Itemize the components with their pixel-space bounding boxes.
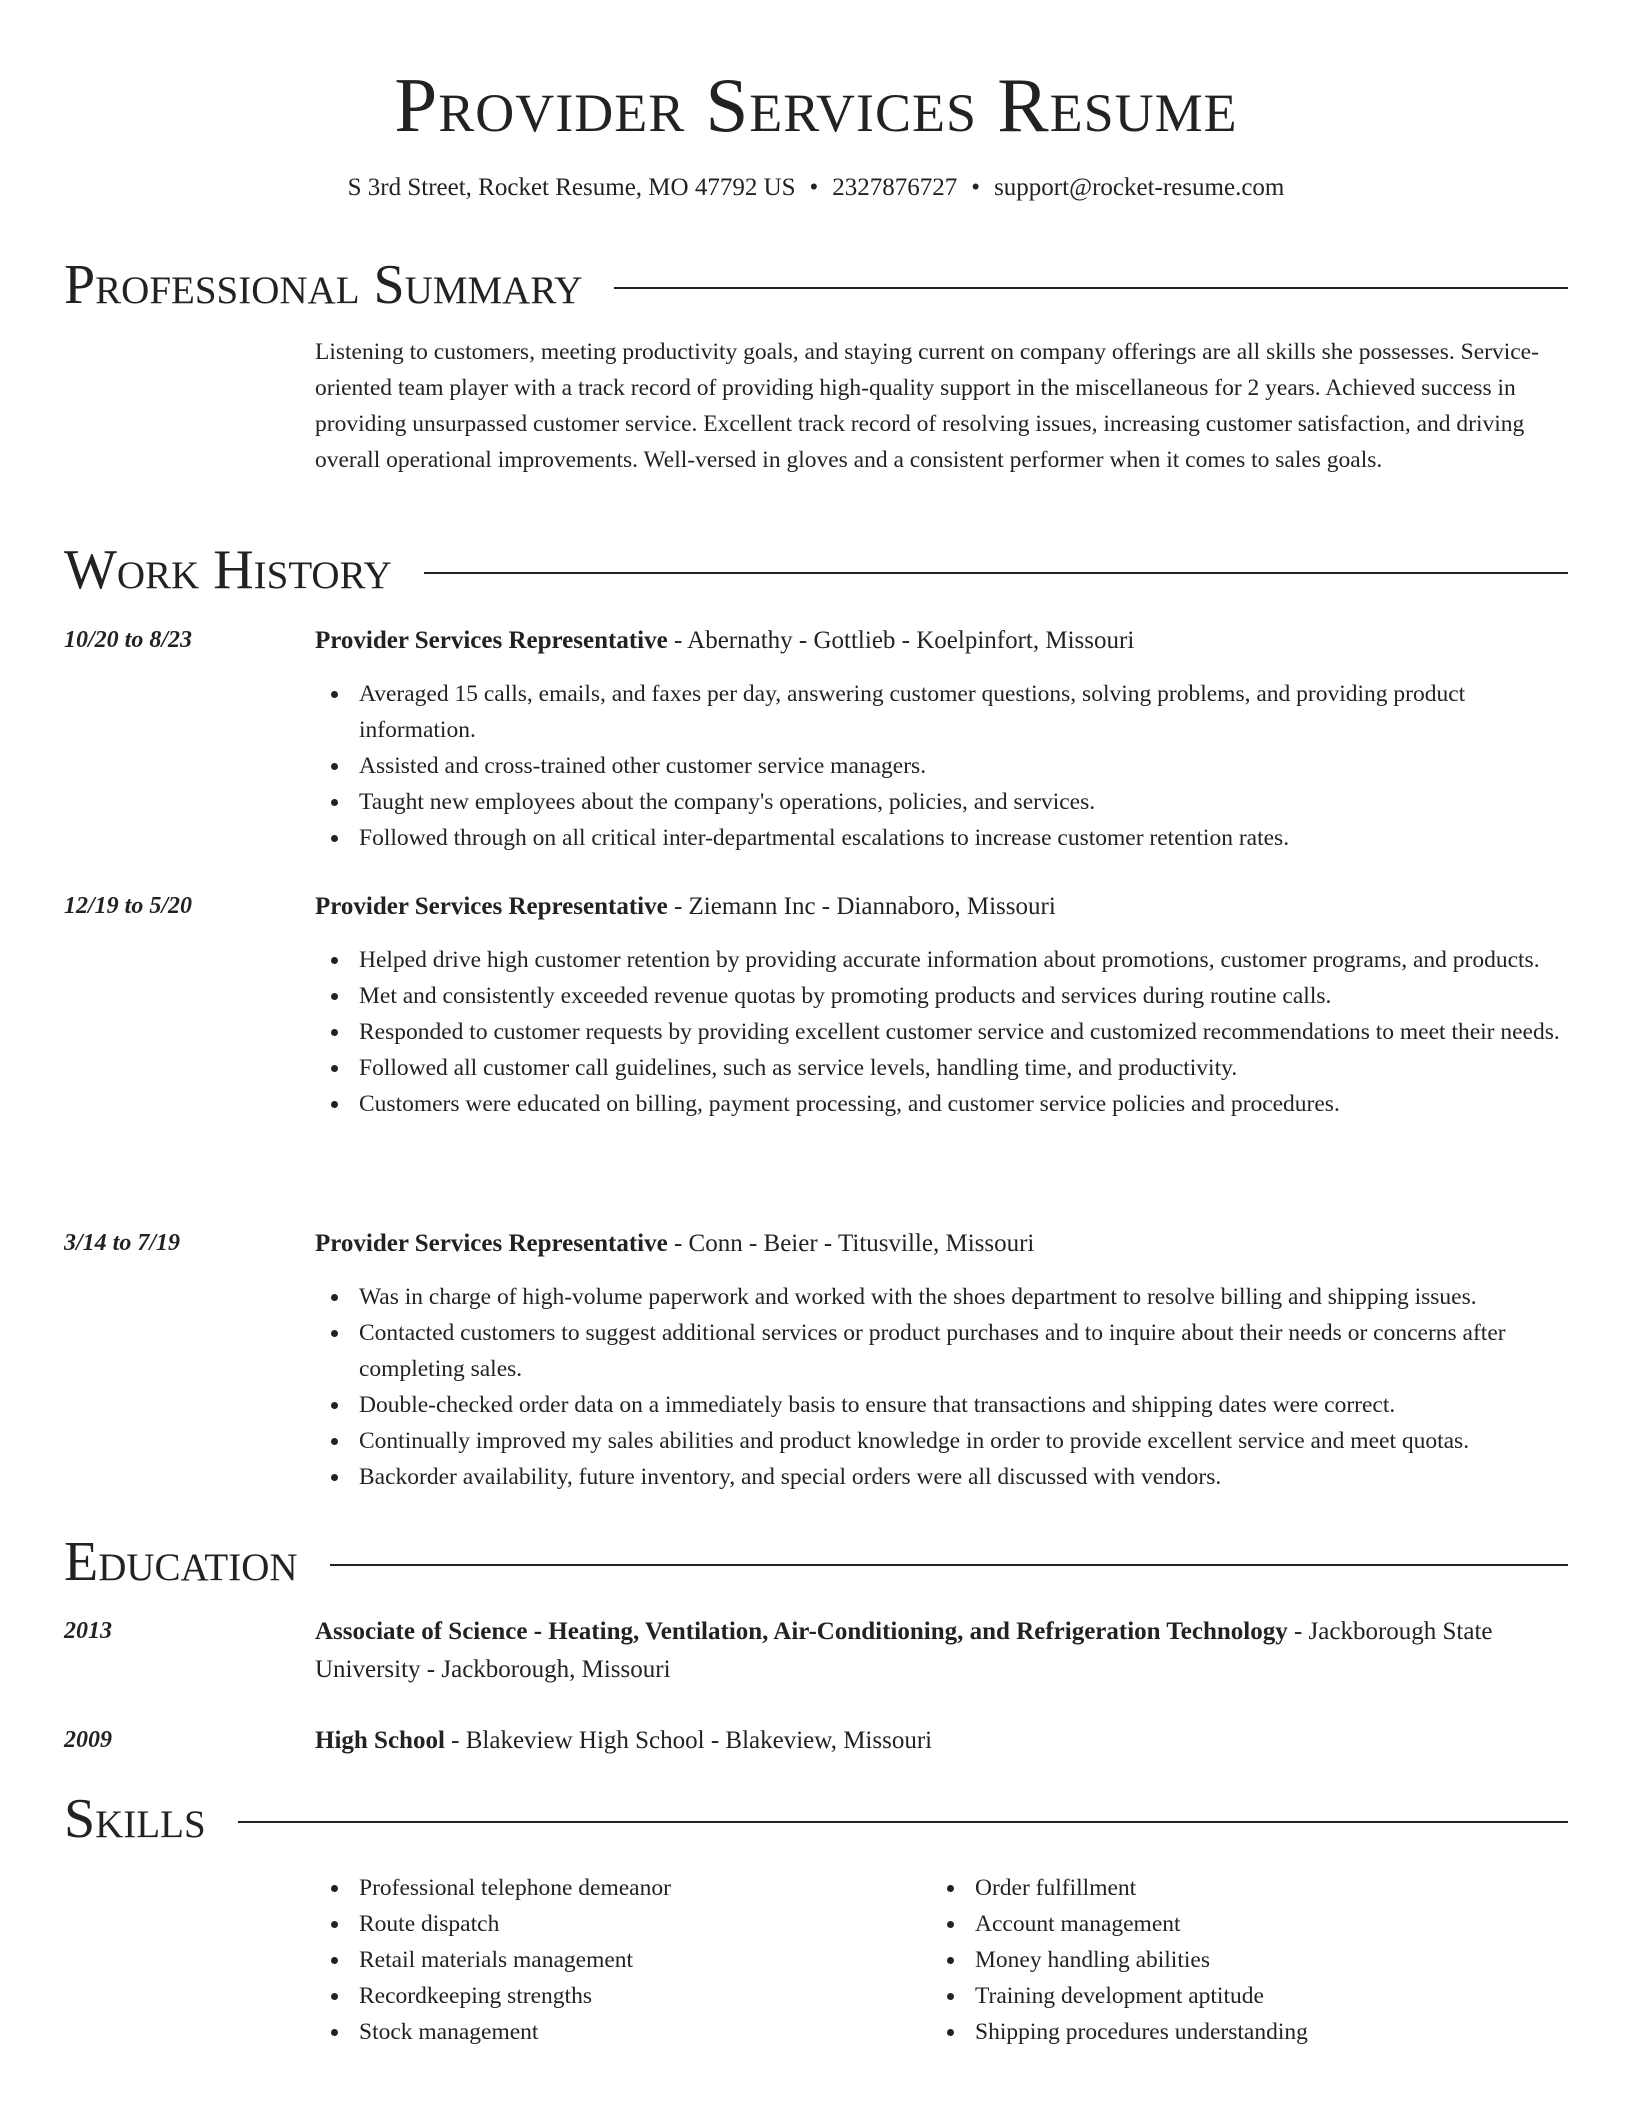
education-year: 2009 xyxy=(64,1727,112,1753)
job-bullets xyxy=(315,942,1568,1122)
job-bullets xyxy=(315,1279,1568,1495)
contact-address: S 3rd Street, Rocket Resume, MO 47792 US xyxy=(347,174,796,201)
skill-item: Route dispatch xyxy=(315,1906,931,1942)
job-entry xyxy=(64,622,1568,856)
section-divider xyxy=(614,287,1568,289)
contact-email: support@rocket-resume.com xyxy=(994,174,1285,201)
job-entry xyxy=(64,1225,1568,1495)
job-details: - Abernathy - Gottlieb - Koelpinfort, Missouri xyxy=(667,627,1135,654)
education-year: 2013 xyxy=(64,1618,112,1644)
work-heading: Work History xyxy=(64,539,392,601)
job-dates: 12/19 to 5/20 xyxy=(64,893,193,919)
education-entry xyxy=(64,1613,1568,1689)
job-dates: 10/20 to 8/23 xyxy=(64,627,193,653)
job-bullet: Contacted customers to suggest additional services or product purchases and to inquire about their needs or concerns after completing sales. xyxy=(315,1315,1568,1387)
job-role: Provider Services Representative xyxy=(315,893,668,920)
skill-item: Professional telephone demeanor xyxy=(315,1870,931,1906)
summary-text: Listening to customers, meeting productivity goals, and staying current on company offerings are all skills she possesses. Service-oriented team player with a track record of providing high-quality support in the miscellaneous for 2 years. Achieved success in providing unsurpassed customer service. Excellent track record of resolving issues, increasing customer satisfaction, and driving overall operational improvements. Well-versed in gloves and a consistent performer when it comes to sales goals. xyxy=(315,339,1539,473)
job-bullet: Assisted and cross-trained other customer service managers. xyxy=(315,748,1568,784)
education-details: - Jackborough State University - Jackborough, Missouri xyxy=(315,1618,1493,1683)
section-divider xyxy=(424,572,1568,574)
job-bullets xyxy=(315,676,1568,856)
job-bullet: Backorder availability, future inventory, and special orders were all discussed with vendors. xyxy=(315,1459,1568,1495)
job-details: - Conn - Beier - Titusville, Missouri xyxy=(667,1230,1035,1257)
skill-item: Recordkeeping strengths xyxy=(315,1978,931,2014)
job-bullet: Followed through on all critical inter-departmental escalations to increase customer retention rates. xyxy=(315,820,1568,856)
skills-column-right xyxy=(931,1870,1547,2050)
job-bullet: Followed all customer call guidelines, such as service levels, handling time, and productivity. xyxy=(315,1050,1568,1086)
job-details: - Ziemann Inc - Diannaboro, Missouri xyxy=(667,893,1056,920)
job-bullet: Met and consistently exceeded revenue quotas by promoting products and services during routine calls. xyxy=(315,978,1568,1014)
skill-item: Order fulfillment xyxy=(931,1870,1547,1906)
contact-separator: • xyxy=(971,174,981,201)
work-section-header xyxy=(64,538,1568,602)
education-heading: Education xyxy=(64,1531,298,1593)
contact-line xyxy=(0,172,1632,204)
education-entry xyxy=(64,1722,1568,1760)
resume-title: Provider Services Resume xyxy=(394,62,1238,148)
skill-item: Shipping procedures understanding xyxy=(931,2014,1547,2050)
job-bullet: Averaged 15 calls, emails, and faxes per day, answering customer questions, solving problems, and providing product information. xyxy=(315,676,1568,748)
education-degree: Associate of Science - Heating, Ventilation, Air-Conditioning, and Refrigeration Technology xyxy=(315,1618,1288,1645)
job-title-line xyxy=(315,1225,1568,1263)
contact-separator: • xyxy=(809,174,819,201)
job-title-line xyxy=(315,888,1568,926)
job-bullet: Taught new employees about the company's operations, policies, and services. xyxy=(315,784,1568,820)
job-role: Provider Services Representative xyxy=(315,627,668,654)
education-title-line xyxy=(315,1722,1568,1760)
skill-item: Stock management xyxy=(315,2014,931,2050)
education-details: - Blakeview High School - Blakeview, Missouri xyxy=(444,1727,933,1754)
job-title-line xyxy=(315,622,1568,660)
job-bullet: Continually improved my sales abilities and product knowledge in order to provide excellent service and meet quotas. xyxy=(315,1423,1568,1459)
summary-section-header xyxy=(64,253,1568,317)
skills-heading: Skills xyxy=(64,1788,206,1850)
skill-item: Money handling abilities xyxy=(931,1942,1547,1978)
contact-phone: 2327876727 xyxy=(832,174,958,201)
skills-column-left xyxy=(315,1870,931,2050)
job-bullet: Double-checked order data on a immediately basis to ensure that transactions and shipping dates were correct. xyxy=(315,1387,1568,1423)
skills-section-header xyxy=(64,1787,1568,1851)
section-divider xyxy=(330,1564,1568,1566)
skill-item: Training development aptitude xyxy=(931,1978,1547,2014)
skills-list xyxy=(315,1870,1568,2050)
job-bullet: Was in charge of high-volume paperwork and worked with the shoes department to resolve billing and shipping issues. xyxy=(315,1279,1568,1315)
skill-item: Retail materials management xyxy=(315,1942,931,1978)
skill-item: Account management xyxy=(931,1906,1547,1942)
job-role: Provider Services Representative xyxy=(315,1230,668,1257)
job-bullet: Responded to customer requests by providing excellent customer service and customized recommendations to meet their needs. xyxy=(315,1014,1568,1050)
education-section-header xyxy=(64,1530,1568,1594)
job-bullet: Helped drive high customer retention by providing accurate information about promotions, customer programs, and products. xyxy=(315,942,1568,978)
job-bullet: Customers were educated on billing, payment processing, and customer service policies and procedures. xyxy=(315,1086,1568,1122)
education-title-line xyxy=(315,1613,1568,1689)
summary-heading: Professional Summary xyxy=(64,254,583,316)
job-entry xyxy=(64,888,1568,1122)
job-dates: 3/14 to 7/19 xyxy=(64,1230,181,1256)
education-degree: High School xyxy=(315,1727,445,1754)
section-divider xyxy=(238,1821,1568,1823)
